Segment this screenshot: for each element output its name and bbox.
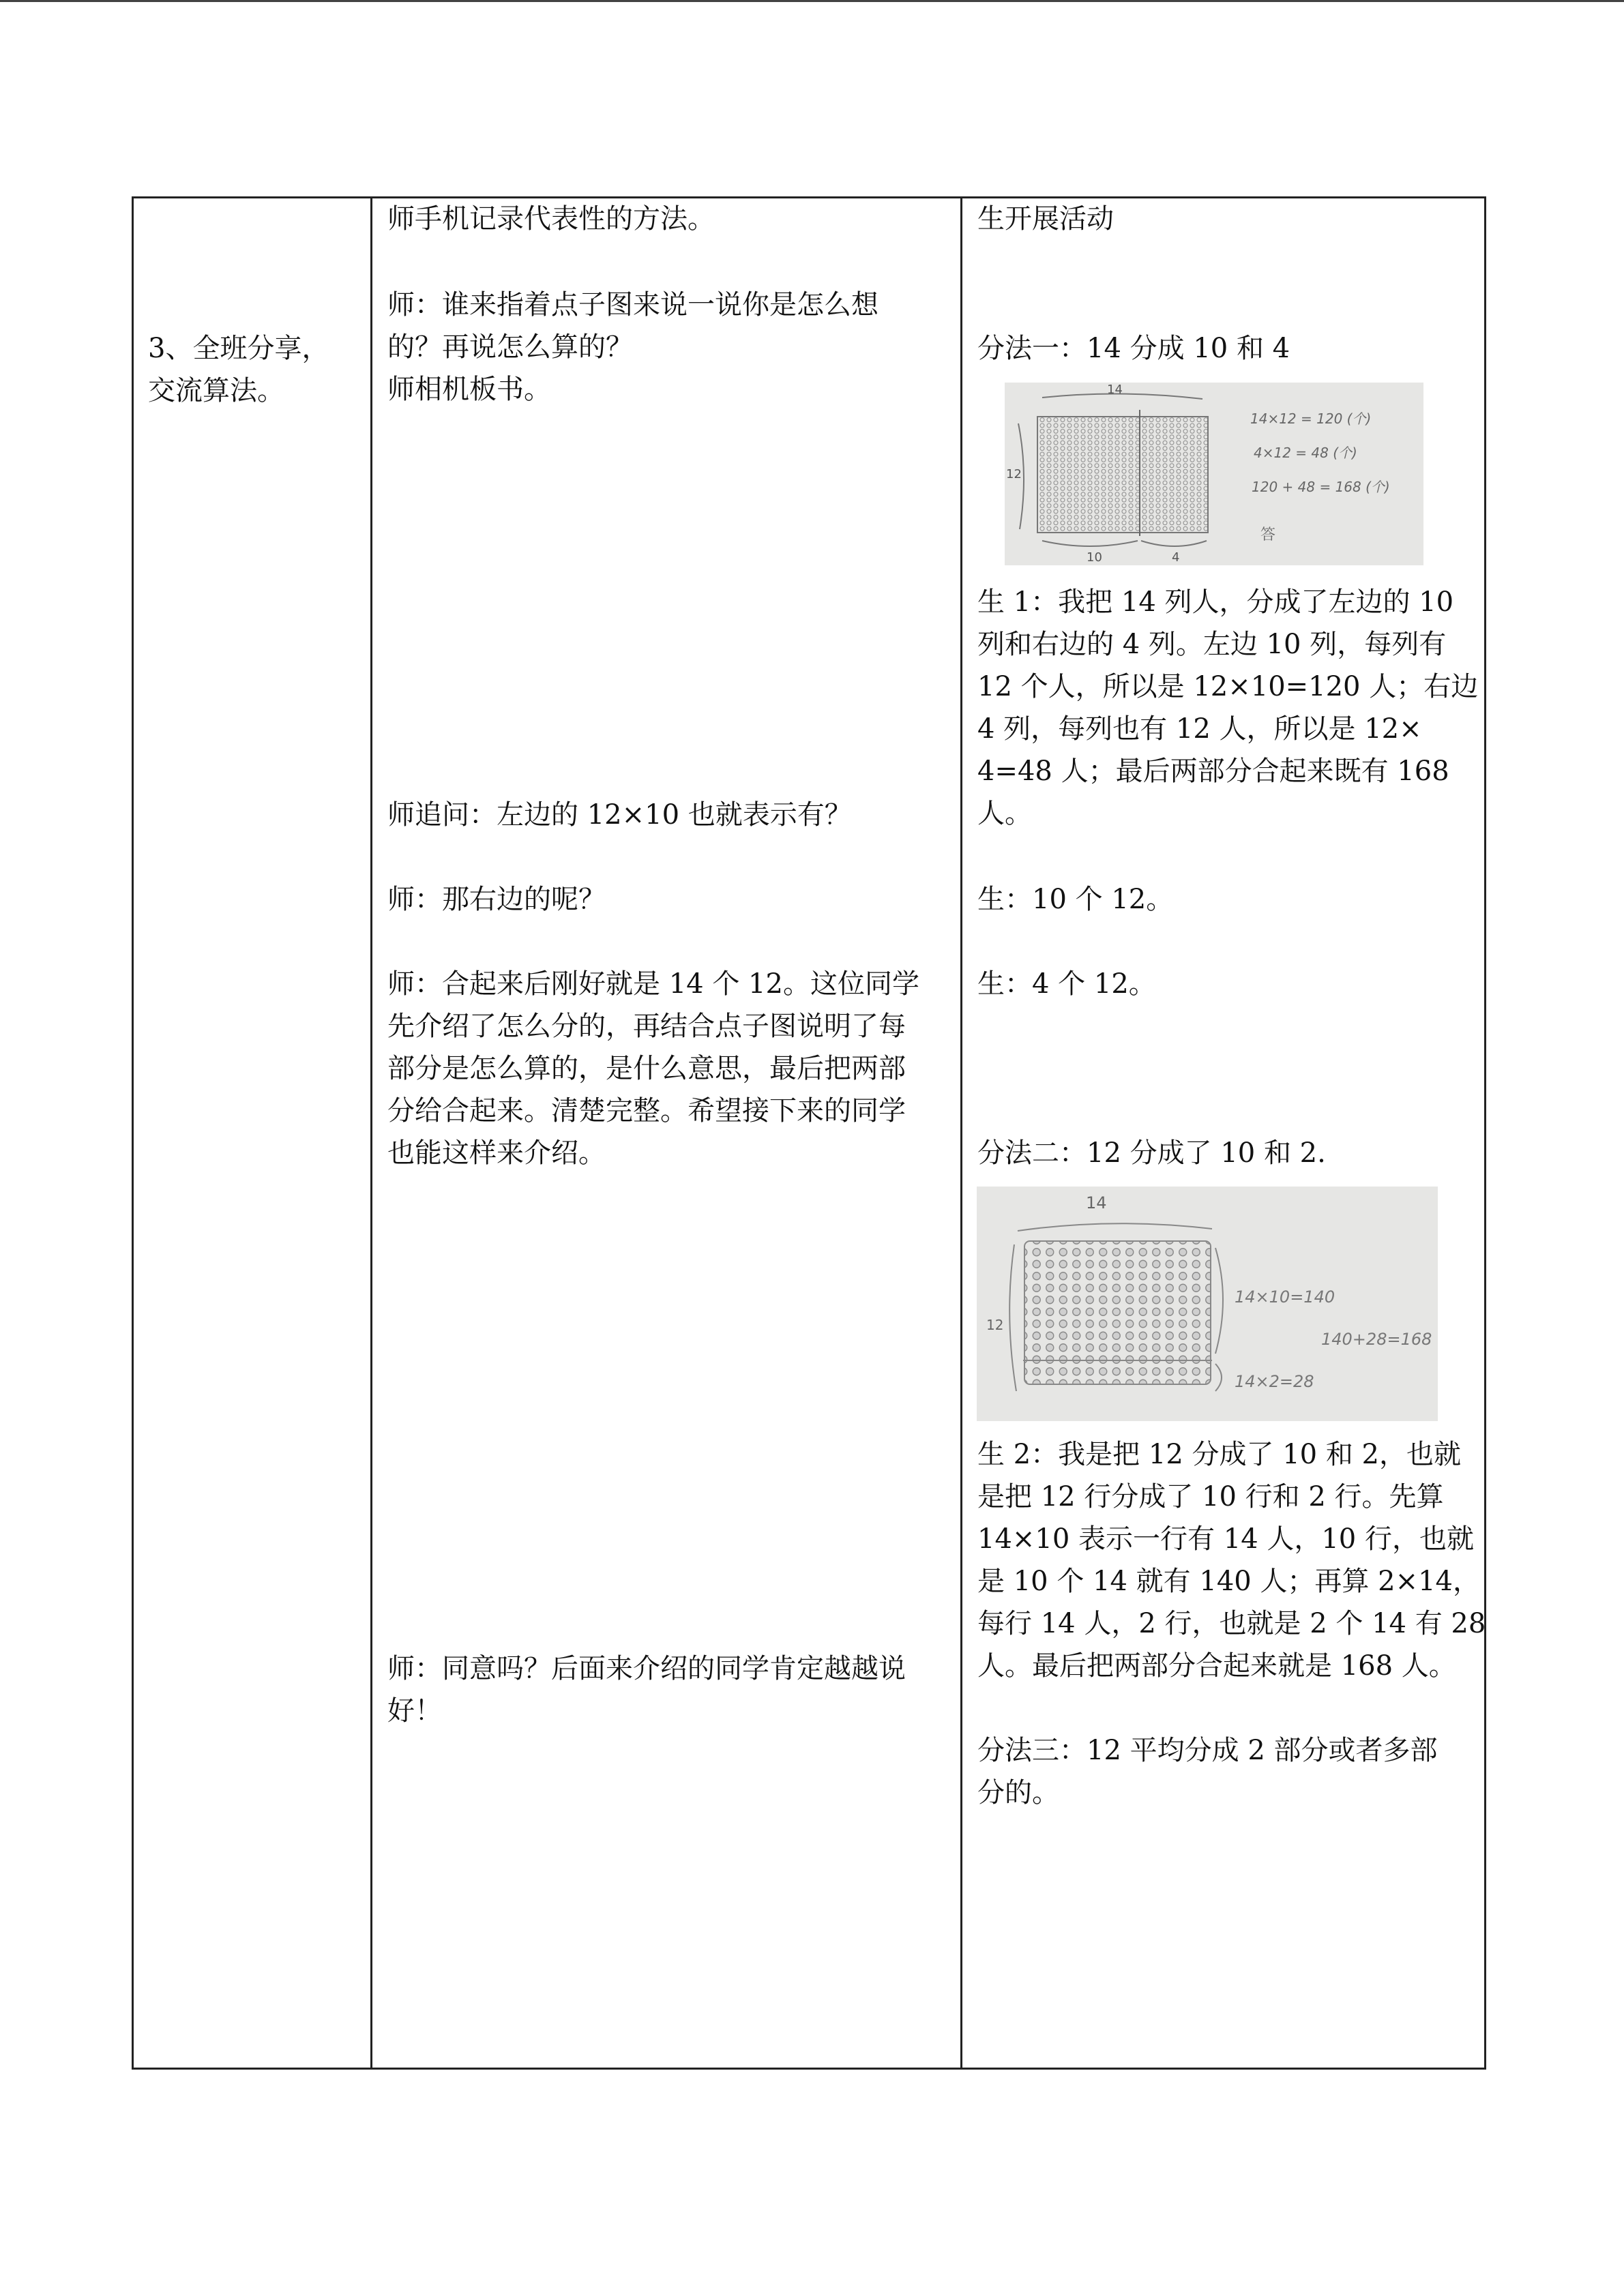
teacher-text: 师：那右边的呢？ <box>387 884 606 915</box>
teacher-text: 师：合起来后刚好就是 14 个 12。这位同学 <box>387 968 919 1000</box>
student-1-text: 4=48 人；最后两部分合起来既有 168 <box>977 756 1449 787</box>
photo1-equation: 4×12 = 48 (个) <box>1254 445 1357 461</box>
student-1-text: 4 列，每列也有 12 人，所以是 12× <box>977 713 1422 745</box>
teacher-text: 也能这样来介绍。 <box>387 1137 606 1169</box>
photo1-answer: 答 <box>1260 526 1276 543</box>
student-1-text: 12 个人，所以是 12×10=120 人；右边 <box>977 671 1479 702</box>
student-1-text: 列和右边的 4 列。左边 10 列，每列有 <box>977 629 1447 660</box>
step-title-line2: 交流算法。 <box>148 375 284 406</box>
dot-diagram-photo-2 <box>977 1187 1438 1421</box>
photo2-equation: 14×10=140 <box>1235 1287 1335 1307</box>
photo1-equation: 120 + 48 = 168 (个) <box>1252 479 1390 495</box>
photo2-label-12: 12 <box>986 1317 1004 1333</box>
photo1-label-14: 14 <box>1107 383 1123 397</box>
method-heading-1: 分法一：14 分成 10 和 4 <box>977 333 1290 364</box>
teacher-text: 部分是怎么算的，是什么意思，最后把两部 <box>387 1053 906 1084</box>
method-heading-2: 分法二：12 分成了 10 和 2. <box>977 1137 1326 1169</box>
photo1-equation: 14×12 = 120 (个) <box>1250 411 1372 427</box>
teacher-text: 师：同意吗？后面来介绍的同学肯定越越说 <box>387 1653 906 1684</box>
student-2-text: 是把 12 行分成了 10 行和 2 行。先算 <box>977 1481 1444 1512</box>
student-1-text: 人。 <box>977 798 1032 829</box>
column-divider-2 <box>960 196 962 2070</box>
teacher-text: 分给合起来。清楚完整。希望接下来的同学 <box>387 1095 906 1127</box>
student-2-text: 每行 14 人，2 行，也就是 2 个 14 有 28 <box>977 1608 1486 1639</box>
photo1-label-12: 12 <box>1006 467 1022 481</box>
method-heading-3: 分法三：12 平均分成 2 部分或者多部 <box>977 1735 1438 1766</box>
photo2-equation: 14×2=28 <box>1235 1372 1314 1391</box>
teacher-text: 师手机记录代表性的方法。 <box>387 203 715 235</box>
student-answer: 生：4 个 12。 <box>977 968 1156 1000</box>
method-heading-3: 分的。 <box>977 1777 1059 1808</box>
top-rule <box>0 0 1624 2</box>
teacher-text: 的？再说怎么算的？ <box>387 331 633 363</box>
teacher-text: 好！ <box>387 1695 442 1727</box>
column-divider-1 <box>370 196 372 2070</box>
student-2-text: 14×10 表示一行有 14 人，10 行，也就 <box>977 1523 1474 1555</box>
photo2-label-14: 14 <box>1086 1193 1107 1212</box>
student-1-text: 生 1：我把 14 列人，分成了左边的 10 <box>977 586 1454 618</box>
student-text: 生开展活动 <box>977 203 1114 235</box>
teacher-text: 先介绍了怎么分的，再结合点子图说明了每 <box>387 1011 906 1042</box>
teacher-text: 师：谁来指着点子图来说一说你是怎么想 <box>387 289 879 320</box>
student-answer: 生：10 个 12。 <box>977 884 1174 915</box>
student-2-text: 是 10 个 14 就有 140 人；再算 2×14， <box>977 1566 1481 1597</box>
photo1-label-4: 4 <box>1172 550 1180 565</box>
student-2-text: 生 2：我是把 12 分成了 10 和 2，也就 <box>977 1439 1461 1470</box>
student-2-text: 人。最后把两部分合起来就是 168 人。 <box>977 1650 1456 1682</box>
photo2-equation: 140+28=168 <box>1321 1330 1432 1349</box>
teacher-text: 师追问：左边的 12×10 也就表示有？ <box>387 799 852 831</box>
teacher-text: 师相机板书。 <box>387 374 551 405</box>
step-title-line1: 3、全班分享， <box>148 333 329 364</box>
photo1-label-10: 10 <box>1087 550 1102 565</box>
dot-diagram-photo-1 <box>1005 383 1423 565</box>
